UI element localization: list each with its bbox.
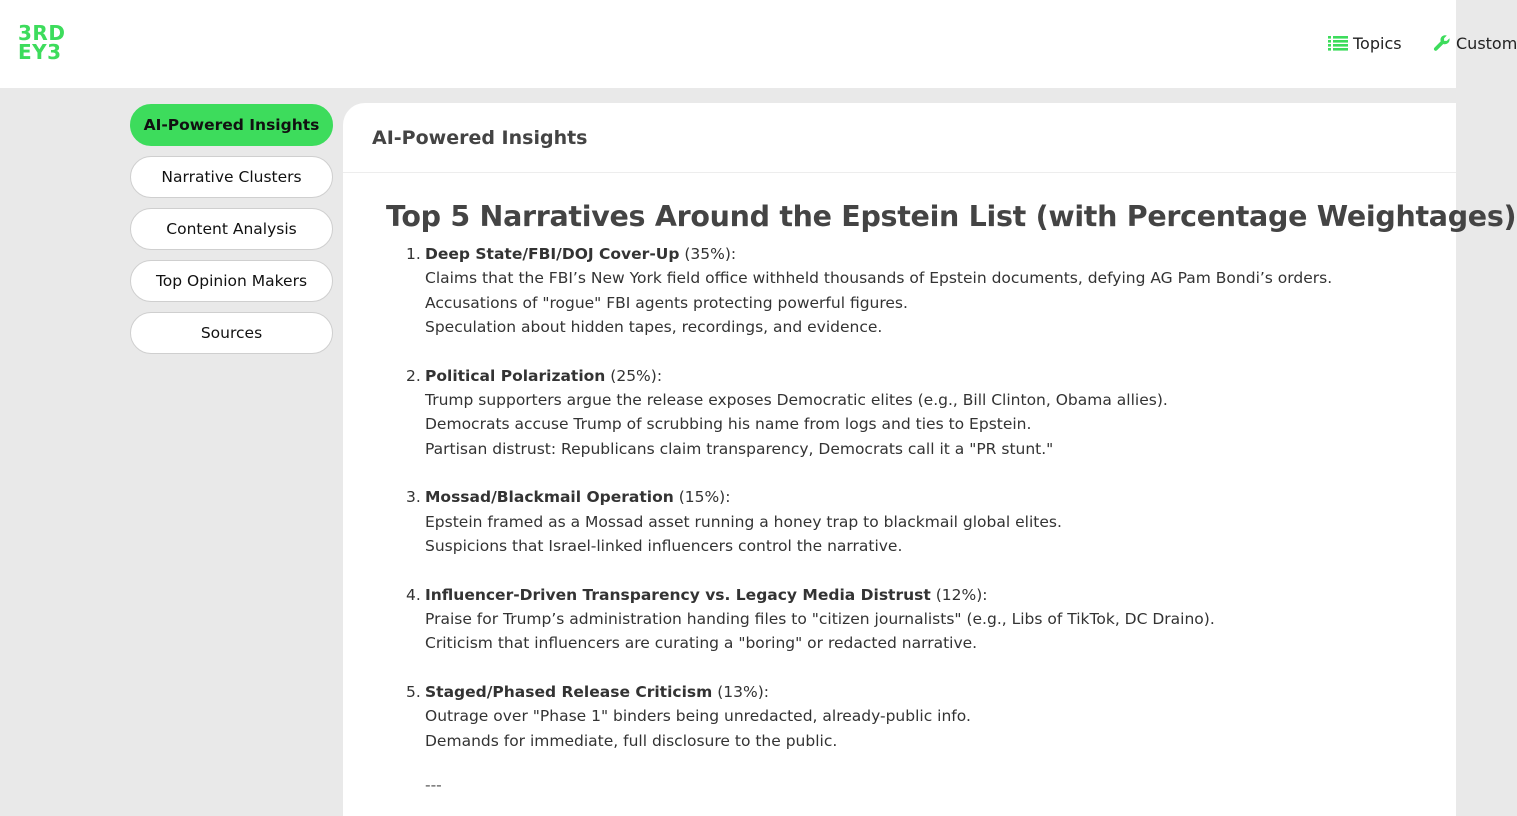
narrative-line: Outrage over "Phase 1" binders being unredacted, already-public info. [425,707,971,726]
list-item-heading [425,583,1456,607]
narrative-line: Claims that the FBI’s New York field office withheld thousands of Epstein documents, defying AG Pam Bondi’s orders. [425,269,1333,288]
list-icon [1328,35,1348,51]
narratives-list [386,242,1456,753]
nav-custom[interactable] [1433,34,1517,53]
list-item [386,680,1456,753]
narrative-title: Influencer-Driven Transparency vs. Legacy Media Distrust [425,585,931,604]
logo-line-1: 3RD [18,21,66,45]
narrative-line: Accusations of "rogue" FBI agents protecting powerful figures. [425,293,908,312]
narrative-percent: (13%): [717,683,769,702]
top-header [0,0,1517,88]
narrative-line: Democrats accuse Trump of scrubbing his name from logs and ties to Epstein. [425,415,1032,434]
sidebar-item-ai-powered-insights[interactable]: AI-Powered Insights [130,104,333,146]
narrative-title: Deep State/FBI/DOJ Cover-Up [425,245,680,263]
narrative-percent: (35%): [684,245,737,263]
sidebar-item-sources[interactable]: Sources [130,312,333,354]
narrative-line: Criticism that influencers are curating a "boring" or redacted narrative. [425,634,978,653]
list-item-number: 3. [406,488,421,507]
sidebar-item-narrative-clusters[interactable]: Narrative Clusters [130,156,333,198]
narrative-line: Trump supporters argue the release exposes Democratic elites (e.g., Bill Clinton, Obama allies). [425,390,1168,409]
list-item-number: 1. [406,245,421,263]
list-item-heading [425,485,1456,509]
narrative-line: Suspicions that Israel-linked influencers control the narrative. [425,536,903,555]
logo-line-2: EY3 [18,40,62,64]
narrative-line: Epstein framed as a Mossad asset running a honey trap to blackmail global elites. [425,512,1062,531]
narrative-percent: (25%): [610,366,663,385]
narrative-title: Political Polarization [425,366,606,385]
sidebar-item-content-analysis[interactable]: Content Analysis [130,208,333,250]
narrative-line: Partisan distrust: Republicans claim transparency, Democrats call it a "PR stunt." [425,439,1054,458]
insights-panel [343,103,1517,816]
narrative-percent: (15%): [678,488,731,507]
list-item [386,583,1456,656]
narrative-percent: (12%): [935,585,988,604]
nav-topics-label: Topics [1353,33,1402,53]
list-item-heading [425,364,1456,388]
narrative-title: Mossad/Blackmail Operation [425,488,674,507]
list-item-number: 4. [406,585,421,604]
sidebar [130,104,333,364]
sidebar-item-top-opinion-makers[interactable]: Top Opinion Makers [130,260,333,302]
list-item-heading [425,242,1456,266]
top-nav [1256,30,1517,56]
narrative-line: Demands for immediate, full disclosure to the public. [425,731,838,750]
narrative-line: Praise for Trump’s administration handing files to "citizen journalists" (e.g., Libs of TikTok, DC Draino). [425,610,1215,629]
list-item-number: 2. [406,366,421,385]
list-item [386,242,1456,339]
separator-text: --- [425,775,442,794]
nav-custom-label: Custom [1456,33,1517,53]
list-item-number: 5. [406,683,421,702]
nav-topics[interactable] [1328,34,1402,53]
wrench-icon [1433,34,1451,52]
list-item [386,364,1456,461]
narrative-line: Speculation about hidden tapes, recordings, and evidence. [425,317,883,336]
list-item [386,485,1456,558]
list-item-heading [425,680,1456,704]
panel-title: AI-Powered Insights [343,103,1456,173]
page-title: Top 5 Narratives Around the Epstein List (with Percentage Weightages) [386,200,1517,233]
narrative-title: Staged/Phased Release Criticism [425,683,713,702]
brand-logo[interactable] [18,21,66,64]
insights-content [386,198,1517,794]
